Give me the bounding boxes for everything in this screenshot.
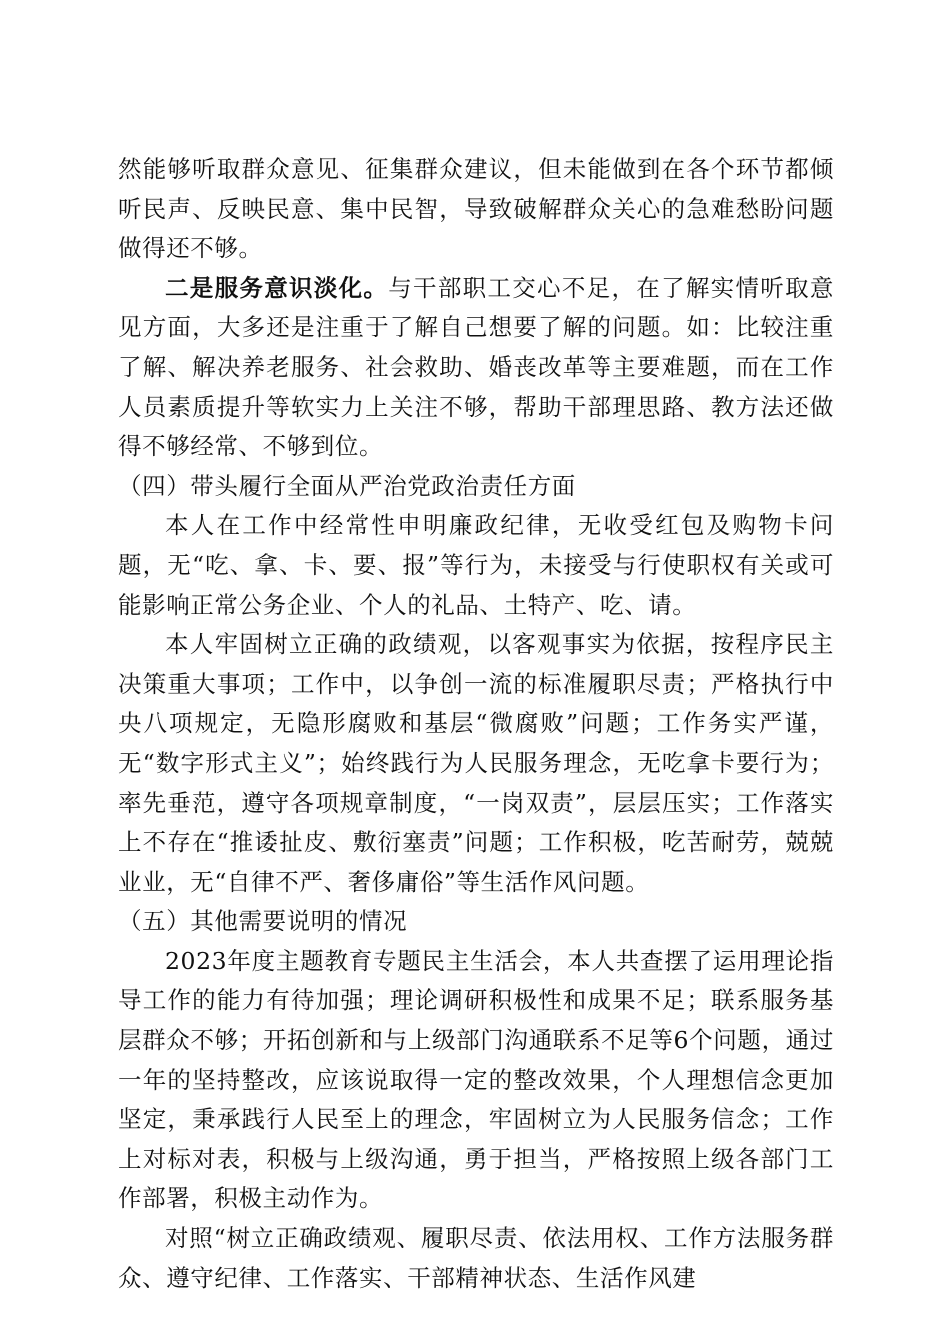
- paragraph-service-awareness: [118, 269, 834, 467]
- paragraph-continuation: 然能够听取群众意见、征集群众建议，但未能做到在各个环节都倾听民声、反映民意、集中民智，导致破解群众关心的急难愁盼问题做得还不够。: [118, 155, 834, 263]
- paragraph-text: 与干部职工交心不足，在了解实情听取意见方面，大多还是注重于了解自己想要了解的问题。如：比较注重了解、解决养老服务、社会救助、婚丧改革等主要难题，而在工作人员素质提升等软实力上关注不够，帮助干部理思路、教方法还做得不够经常、不够到位。: [118, 273, 834, 461]
- section-heading-4: （四）带头履行全面从严治党政治责任方面: [118, 471, 576, 500]
- section-heading-5: （五）其他需要说明的情况: [118, 907, 408, 936]
- paragraph-lead-bold: 二是服务意识淡化。: [165, 273, 389, 302]
- paragraph-comparison: 对照“树立正确政绩观、履职尽责、依法用权、工作方法服务群众、遵守纪律、工作落实、干部精神状态、生活作风建: [118, 1224, 834, 1292]
- paragraph-rectification: 2023年度主题教育专题民主生活会，本人共查摆了运用理论指导工作的能力有待加强；理论调研积极性和成果不足；联系服务基层群众不够；开拓创新和与上级部门沟通联系不足等6个问题，通过一年的坚持整改，应该说取得一定的整改效果，个人理想信念更加坚定，秉承践行人民至上的理念，牢固树立为人民服务信念；工作上对标对表，积极与上级沟通，勇于担当，严格按照上级各部门工作部署，积极主动作为。: [118, 946, 834, 1213]
- paragraph-integrity: 本人在工作中经常性申明廉政纪律，无收受红包及购物卡问题，无“吃、拿、卡、要、报”等行为，未接受与行使职权有关或可能影响正常公务企业、个人的礼品、土特产、吃、请。: [118, 511, 834, 619]
- paragraph-performance-view: 本人牢固树立正确的政绩观，以客观事实为依据，按程序民主决策重大事项；工作中，以争创一流的标准履职尽责；严格执行中央八项规定，无隐形腐败和基层“微腐败”问题；工作务实严谨，无“数字形式主义”；始终践行为人民服务理念，无吃拿卡要行为；率先垂范，遵守各项规章制度，“一岗双责”，层层压实；工作落实上不存在“推诿扯皮、敷衍塞责”问题；工作积极，吃苦耐劳，兢兢业业，无“自律不严、奢侈庸俗”等生活作风问题。: [118, 630, 834, 896]
- document-body: [118, 150, 834, 1298]
